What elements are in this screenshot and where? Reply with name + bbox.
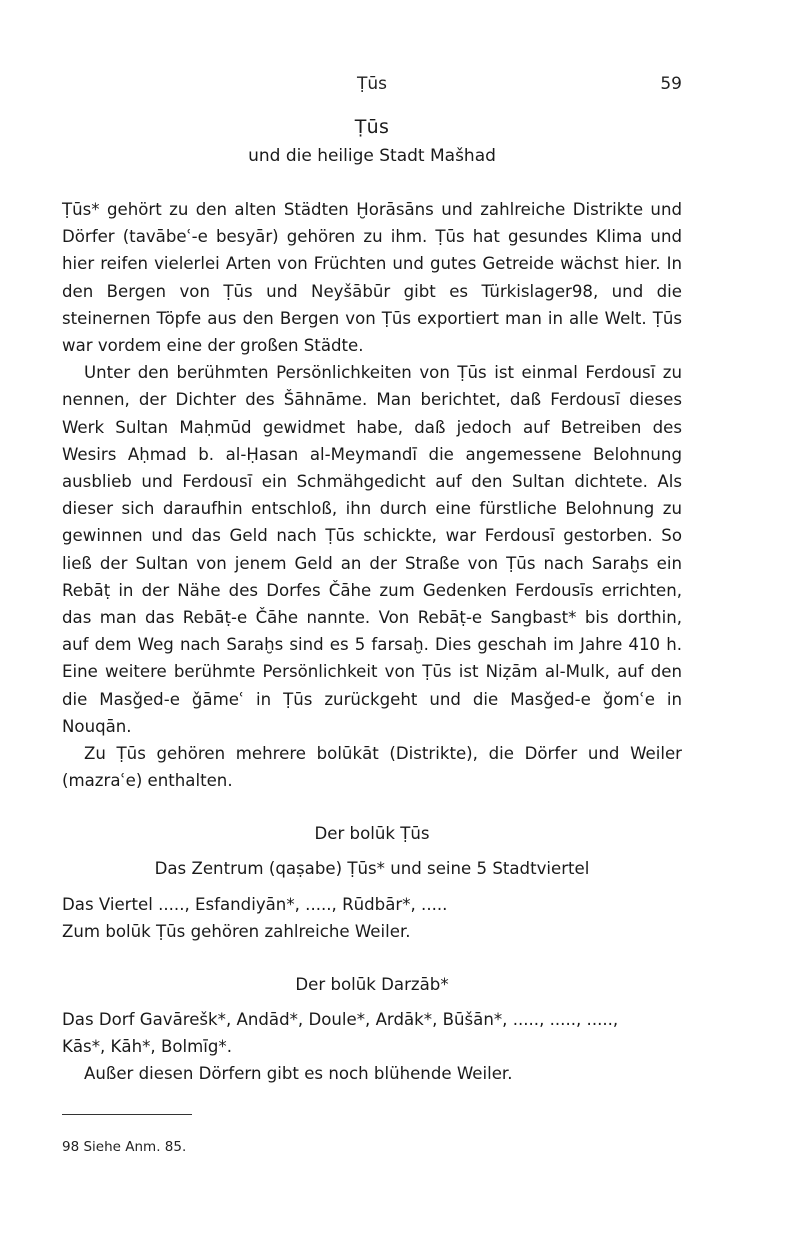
running-head-title: Ṭūs xyxy=(356,74,387,94)
chapter-subtitle: und die heilige Stadt Mašhad xyxy=(248,146,496,166)
centre-line: Das Zentrum (qaṣabe) Ṭūs* und seine 5 Stadtviertel xyxy=(154,859,590,879)
footnote: 98 Siehe Anm. 85. xyxy=(62,1138,187,1155)
closing-line: Außer diesen Dörfern gibt es noch blühende Weiler. xyxy=(84,1064,513,1084)
villages-line: Kās*, Kāh*, Bolmīg*. xyxy=(62,1037,232,1057)
paragraph: Ṭūs* gehört zu den alten Städten Ḫorāsāns und zahlreiche Distrikte und Dörfer (tavābeʿ-e besyār) gehören zu ihm. Ṭūs hat gesundes Klima und hier reifen vielerlei Arten von Früchten und gutes Getreide wächst hier. In den Bergen von Ṭūs und Neyšābūr gibt es Türkislager98, und die steinernen Töpfe aus den Bergen von Ṭūs exportiert man in alle Welt. Ṭūs war vordem eine der großen Städte. xyxy=(62,200,682,356)
quarters-line: Das Viertel ....., Esfandiyān*, ....., Rūdbār*, ..... xyxy=(62,894,448,914)
section-heading-tus: Der bolūk Ṭūs xyxy=(314,824,430,844)
body-text xyxy=(62,196,682,794)
paragraph: Unter den berühmten Persönlichkeiten von Ṭūs ist einmal Ferdousī zu nennen, der Dichter des Šāhnāme. Man berichtet, daß Ferdousī dieses Werk Sultan Maḥmūd gewidmet habe, daß jedoch auf Betreiben des Wesirs Aḥmad b. al-Ḥasan al-Meymandī die angemessene Belohnung ausblieb und Ferdousī ein Schmähgedicht auf den Sultan dichtete. Als dieser sich daraufhin entschloß, ihn durch eine fürstliche Belohnung zu gewinnen und das Geld nach Ṭūs schickte, war Ferdousī gestorben. So ließ der Sultan von jenem Geld an der Straße von Ṭūs nach Saraḫs ein Rebāṭ in der Nähe des Dorfes Čāhe zum Gedenken Ferdousīs errichten, das man das Rebāṭ-e Čāhe nannte. Von Rebāṭ-e Sangbast* bis dorthin, auf dem Weg nach Saraḫs sind es 5 farsaḫ. Dies geschah im Jahre 410 h. Eine weitere berühmte Persönlichkeit von Ṭūs ist Niẓām al-Mulk, auf den die Masǧed-e ǧāmeʿ in Ṭūs zurückgeht und die Masǧed-e ǧomʿe in Nouqān. xyxy=(62,363,682,736)
chapter-title: Ṭūs xyxy=(354,116,390,138)
book-page xyxy=(62,74,682,1155)
paragraph: Zu Ṭūs gehören mehrere bolūkāt (Distrikte), die Dörfer und Weiler (mazraʿe) enthalten. xyxy=(62,744,682,791)
footnote-rule xyxy=(62,1114,192,1115)
villages-line: Zum bolūk Ṭūs gehören zahlreiche Weiler. xyxy=(62,921,411,941)
running-head xyxy=(62,74,682,98)
villages-line: Das Dorf Gavārešk*, Andād*, Doule*, Ardāk*, Būšān*, ....., ....., ....., xyxy=(62,1010,619,1030)
section-heading-darzab: Der bolūk Darzāb* xyxy=(295,975,449,995)
page-number: 59 xyxy=(660,74,682,94)
